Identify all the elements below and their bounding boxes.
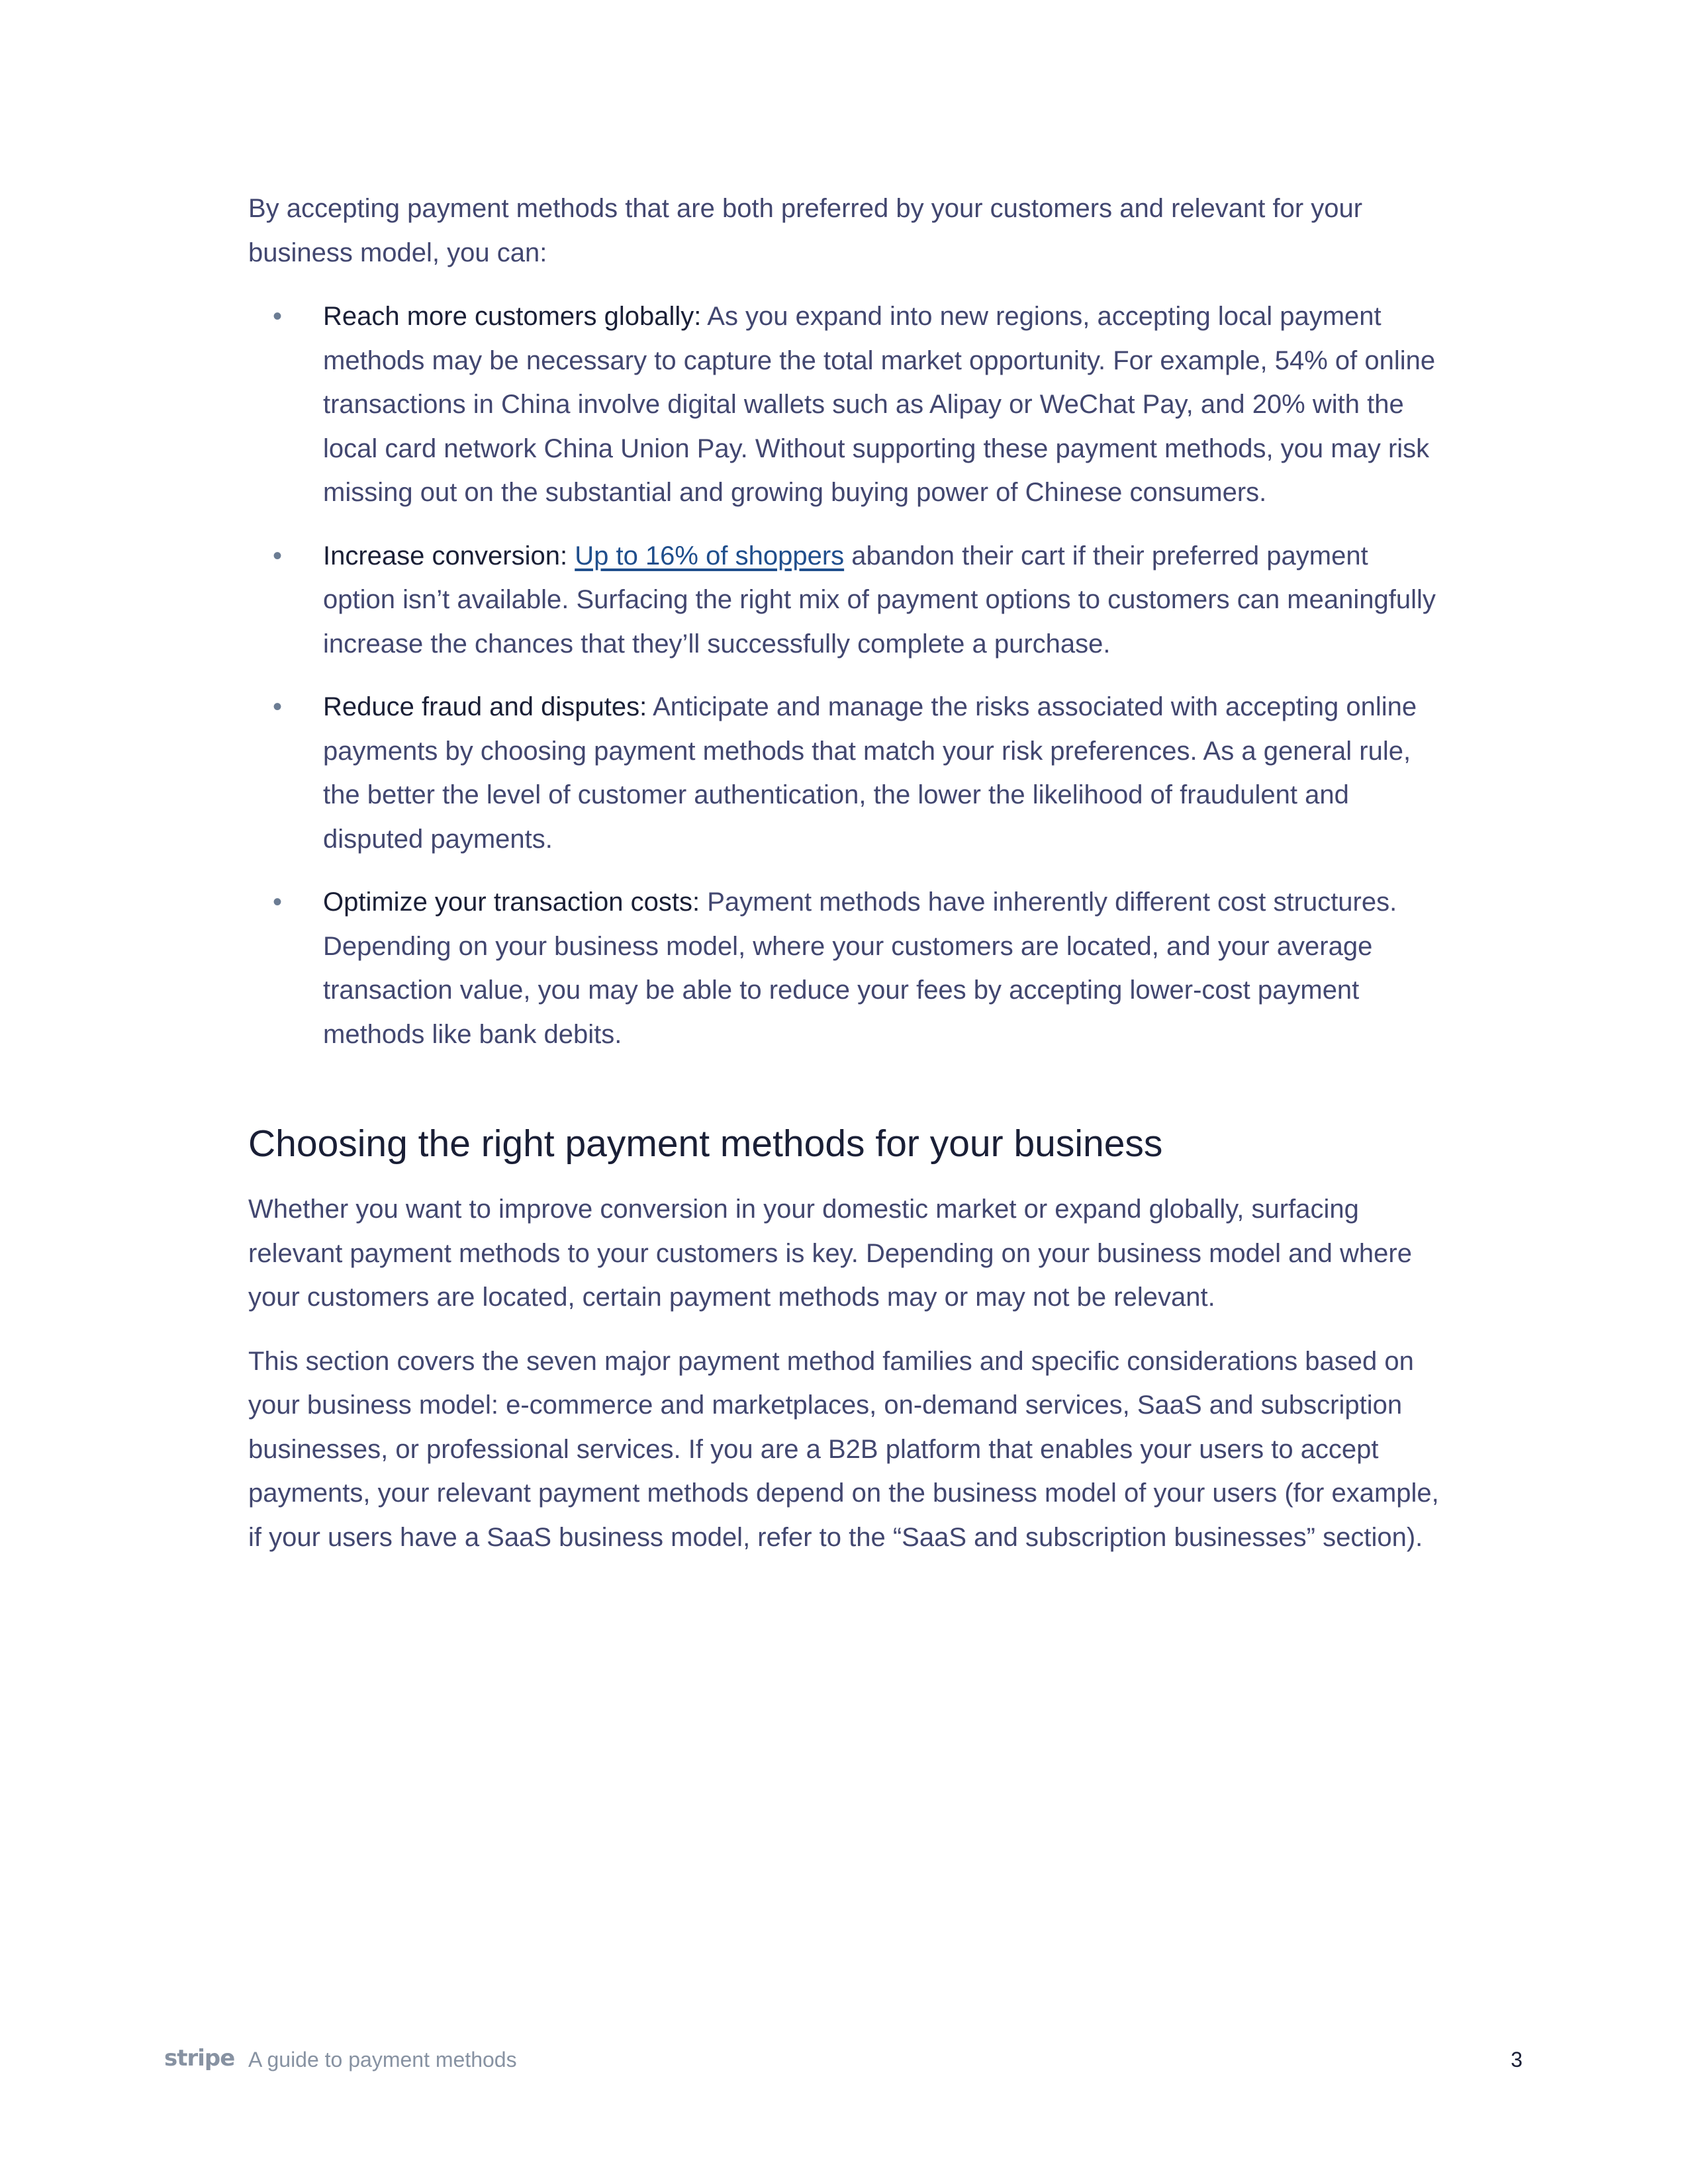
page-number: 3 (1511, 2048, 1523, 2071)
benefit-text: Anticipate and manage the risks associated with accepting online payments by choosing payment methods that match your risk preferences. As a general rule, the better the level of customer authentication, the lower the likelihood of fraudulent and disputed payments. (323, 692, 1417, 854)
bullet-icon: • (273, 692, 283, 721)
stripe-logo: stripe (164, 2045, 235, 2071)
benefit-term: Reduce fraud and disputes: (323, 692, 647, 721)
benefit-text: abandon their cart if their preferred payment option isn’t available. Surfacing the right mix of payment options to customers can meaningfully increase the chances that they’ll successfully complete a purchase. (323, 541, 1436, 659)
intro-paragraph: By accepting payment methods that are both preferred by your customers and relevant for your business model, you can: (248, 194, 1363, 267)
page-content (248, 187, 1440, 1559)
benefit-text: As you expand into new regions, accepting local payment methods may be necessary to capture the total market opportunity. For example, 54% of online transactions in China involve digital wallets such as Alipay or WeChat Pay, and 20% with the local card network China Union Pay. Without supporting these payment methods, you may risk missing out on the substantial and growing buying power of Chinese consumers. (323, 302, 1436, 507)
benefits-list (248, 295, 1440, 1056)
benefit-term: Reach more customers globally: (323, 302, 702, 331)
shoppers-statistic-link[interactable]: Up to 16% of shoppers (575, 541, 845, 570)
benefit-item-reach-customers (248, 295, 1440, 515)
benefit-item-optimize-costs (248, 880, 1440, 1056)
benefit-term: Increase conversion: (323, 541, 568, 570)
bullet-icon: • (273, 302, 283, 331)
page-footer (164, 2045, 1523, 2078)
guide-title: A guide to payment methods (248, 2048, 517, 2071)
benefit-item-increase-conversion (248, 534, 1440, 666)
section-paragraph-1: Whether you want to improve conversion in your domestic market or expand globally, surfacing relevant payment methods to your customers is key. Depending on your business model and where your customers are located, certain payment methods may or may not be relevant. (248, 1195, 1412, 1312)
benefit-text: Payment methods have inherently different cost structures. Depending on your business model, where your customers are located, and your average transaction value, you may be able to reduce your fees by accepting lower-cost payment methods like bank debits. (323, 887, 1397, 1049)
benefit-term: Optimize your transaction costs: (323, 887, 700, 917)
section-paragraph-2: This section covers the seven major payment method families and specific considerations based on your business model: e-commerce and marketplaces, on-demand services, SaaS and subscription businesses, or professional services. If you are a B2B platform that enables your users to accept payments, your relevant payment methods depend on the business model of your users (for example, if your users have a SaaS business model, refer to the “SaaS and subscription businesses” section). (248, 1346, 1439, 1552)
benefit-item-reduce-fraud (248, 685, 1440, 861)
bullet-icon: • (273, 541, 283, 570)
section-heading: Choosing the right payment methods for your business (248, 1122, 1163, 1165)
bullet-icon: • (273, 887, 283, 917)
